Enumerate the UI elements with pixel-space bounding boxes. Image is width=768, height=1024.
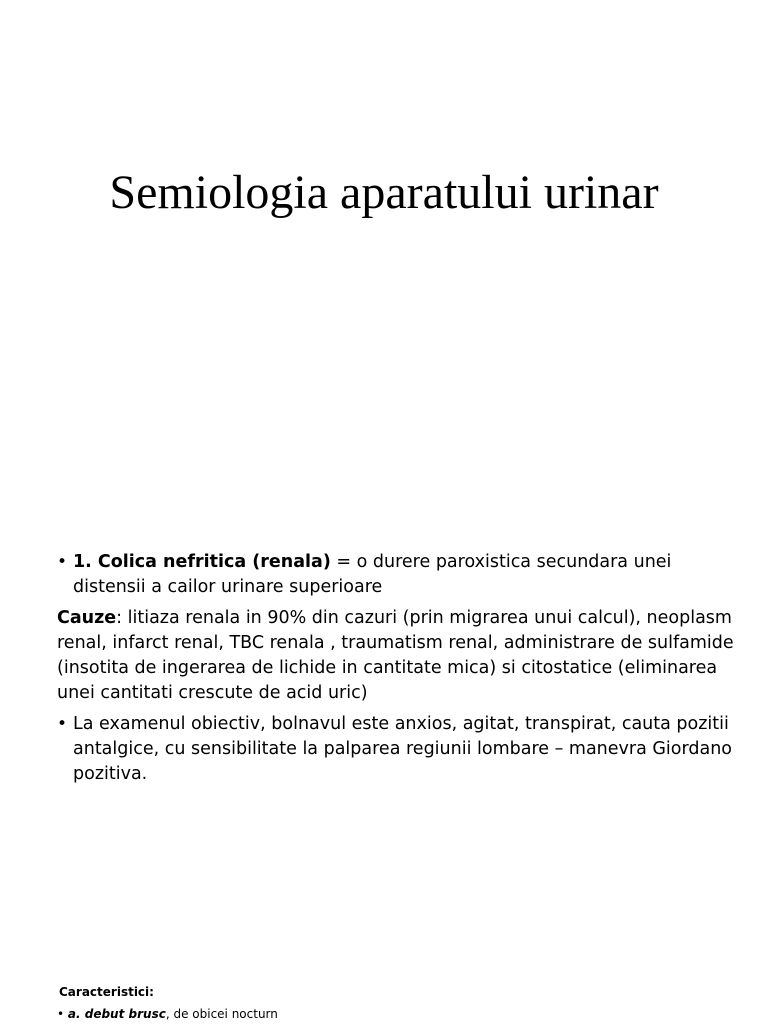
- debut-brusc-detail: , de obicei nocturn: [165, 1007, 278, 1021]
- slide-title: Semiologia aparatului urinar: [109, 166, 659, 219]
- title-slide: [0, 0, 768, 384]
- bullet-marker: •: [57, 714, 68, 734]
- debut-brusc-term: a. debut brusc: [67, 1007, 166, 1021]
- causes-label: Cauze: [57, 608, 117, 628]
- bullet-marker: •: [57, 1007, 65, 1021]
- colica-definition: = o durere paroxistica secundara unei distensii a cailor urinare superioare: [73, 552, 672, 597]
- characteristics-slide: [0, 960, 768, 1024]
- characteristics-heading: Caracteristici:: [59, 985, 154, 999]
- bullet-marker: •: [57, 552, 68, 572]
- causes-text: : litiaza renala in 90% din cazuri (prin migrarea unui calcul), neoplasm renal, infarct renal, TBC renala , traumatism renal, administrare de sulfamide (insotita de ingerarea de lichide in cantitate mica) si citostatice (eliminarea unei cantitati crescute de acid uric): [57, 608, 734, 703]
- examen-text: La examenul obiectiv, bolnavul este anxios, agitat, transpirat, cauta pozitii antalgice, cu sensibilitate la palparea regiunii lombare – manevra Giordano pozitiva.: [73, 714, 733, 784]
- bullet-examen-obiectiv: [57, 712, 733, 787]
- colica-term: 1. Colica nefritica (renala): [73, 552, 331, 572]
- causes-paragraph: [57, 606, 737, 706]
- characteristic-item: [57, 1006, 278, 1022]
- content-slide: [0, 512, 768, 832]
- bullet-colica-nefritica: [57, 550, 733, 600]
